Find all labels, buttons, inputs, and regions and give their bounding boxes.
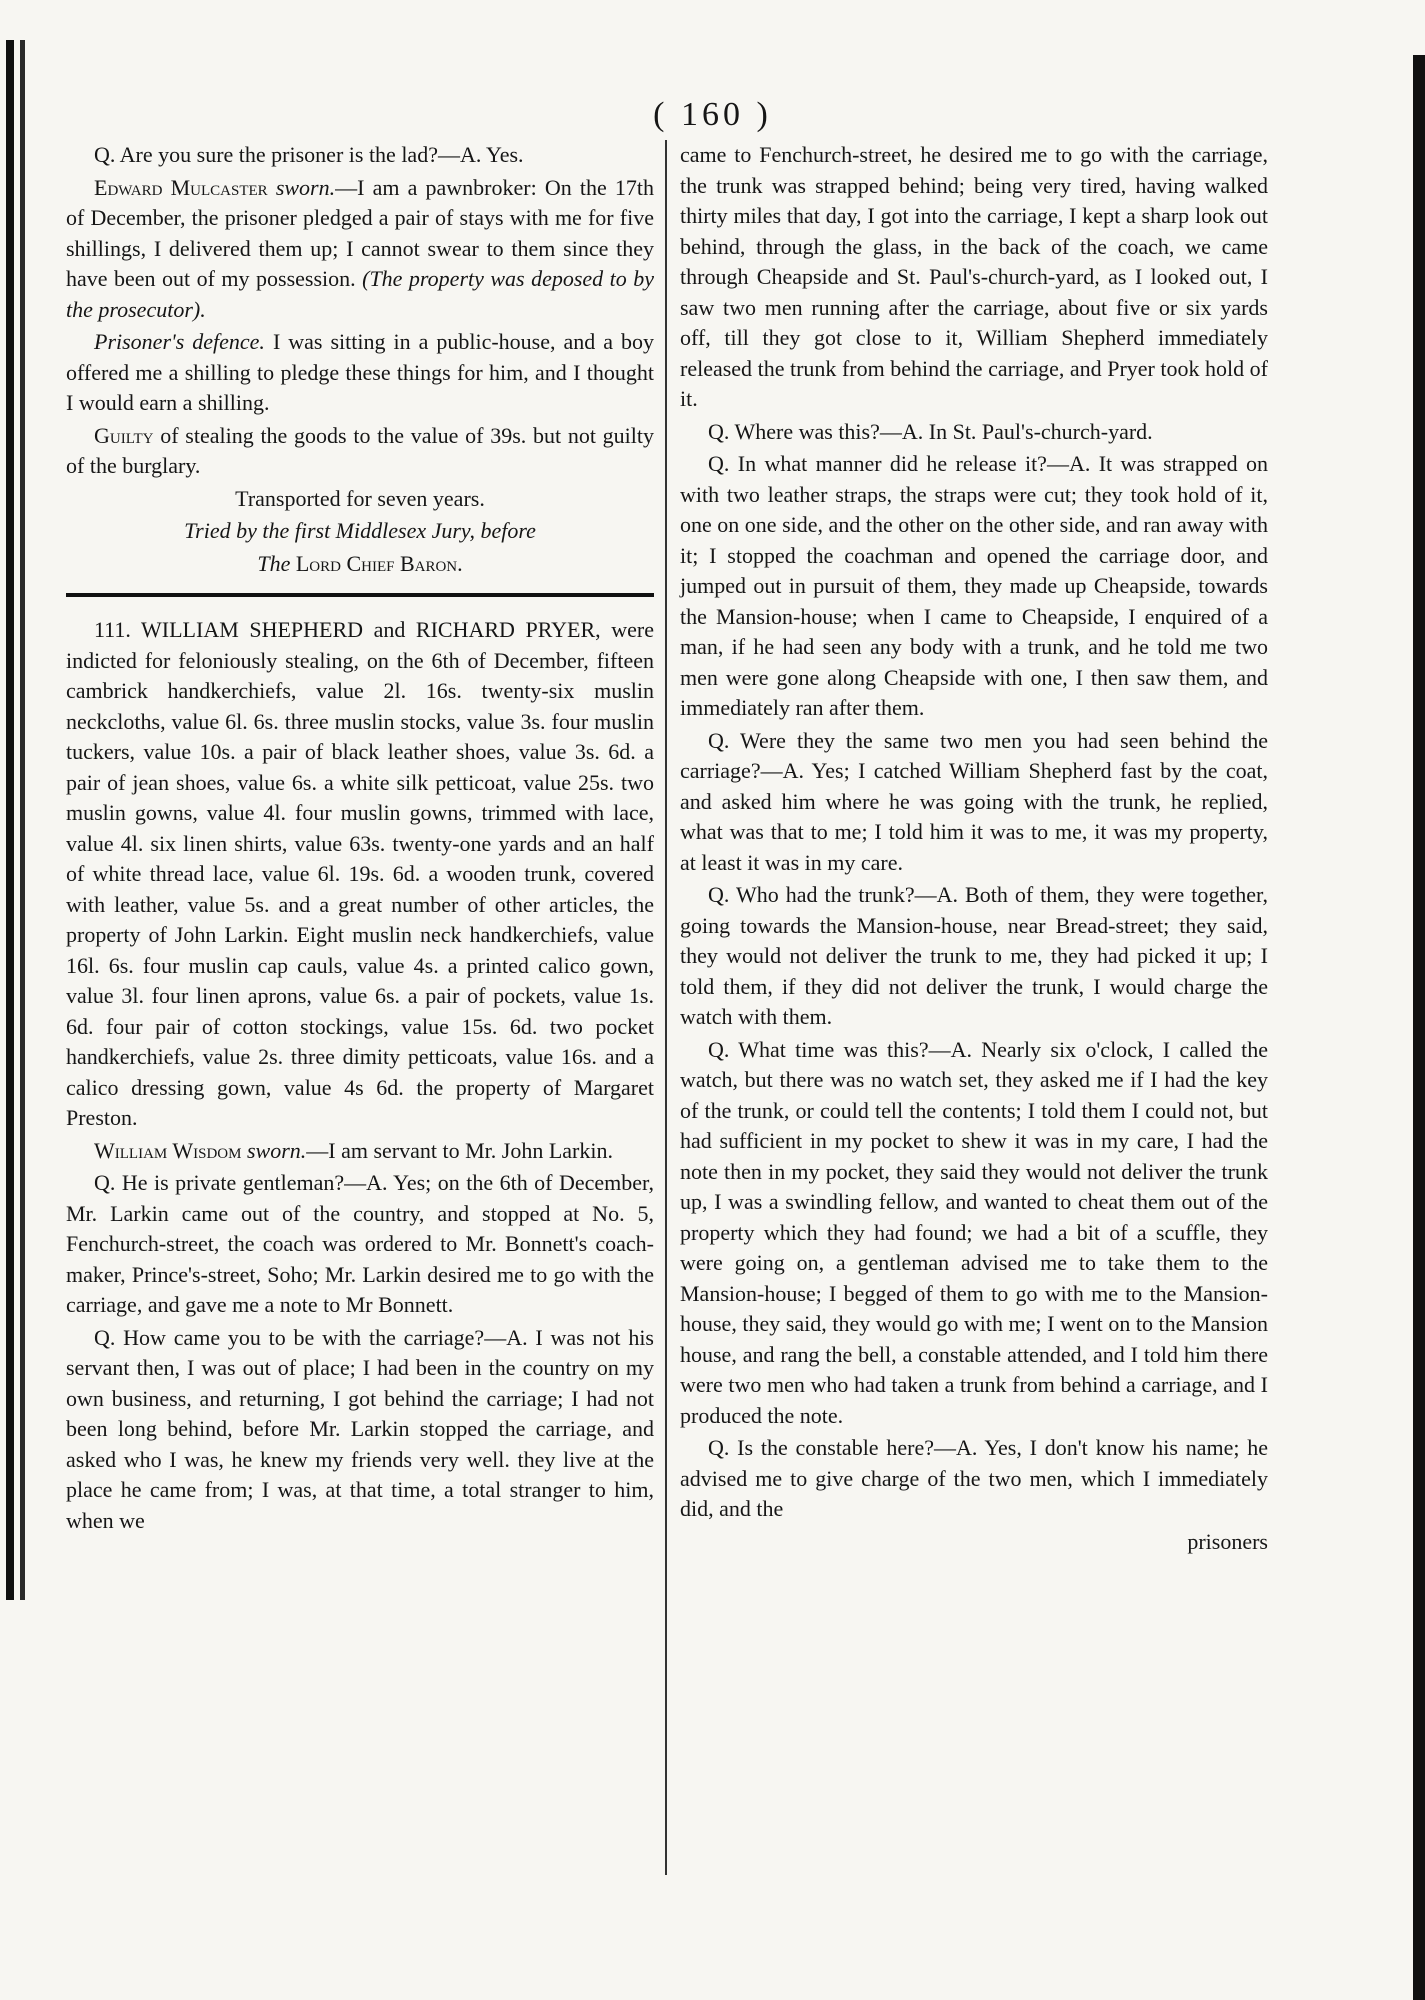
page-number: ( 160 ) xyxy=(653,96,772,133)
paragraph-text: Q. He is private gentleman?—A. Yes; on the 6th of December, Mr. Larkin came out of the country, and stopped at No. 5, Fenchurch-street, the coach was ordered to Mr. Bonnett's coach-maker, Prince's-street, Soho; Mr. Larkin desired me to go with the carriage, and gave me a note to Mr Bonnett. xyxy=(66,1170,654,1317)
paragraph-text: of stealing the goods to the value of 39s. but not guilty of the burglary. xyxy=(66,422,654,478)
catchword xyxy=(680,1527,1268,1558)
paragraph-text: Tried by the first Middlesex Jury, before xyxy=(184,518,536,543)
section-rule xyxy=(66,593,654,597)
paragraph-text: Q. Where was this?—A. In St. Paul's-church-yard. xyxy=(708,418,1153,444)
column-divider xyxy=(665,140,667,1875)
paragraph-text: Lord Chief Baron. xyxy=(295,550,463,576)
paragraph xyxy=(66,327,654,419)
court-note: (The property was deposed to by the prosecutor). xyxy=(66,266,655,322)
paragraph xyxy=(680,417,1268,448)
case-number: 111. xyxy=(94,617,142,642)
paragraph-text: prisoners xyxy=(1187,1528,1268,1554)
right-column xyxy=(680,140,1268,1559)
paragraph xyxy=(66,173,654,326)
paragraph-text: —I am a pawnbroker: On the 17th of December, the prisoner pledged a pair of stays with me for five shillings, I delivered them up; I cannot swear to them since they have been out of my possession. xyxy=(66,174,655,291)
paragraph-text: Q. Were they the same two men you had seen behind the carriage?—A. Yes; I catched William Shepherd fast by the coat, and asked him where he was going with the trunk, he replied, what was that to me; I told him it was to me, it was my property, at least it was in my care. xyxy=(680,727,1268,875)
paragraph xyxy=(66,140,654,171)
paragraph xyxy=(66,1323,654,1537)
paragraph xyxy=(66,516,654,547)
court-prefix: The xyxy=(257,550,296,576)
paragraph-text: Q. In what manner did he release it?—A. It was strapped on with two leather straps, the straps were cut; they took hold of it, one on one side, and the other on the other side, and ran away with it; I stopped the coachman and opened the carriage door, and jumped out in pursuit of them, they made up Cheapside, towards the Mansion-house; when I came to Cheapside, I enquired of a man, if he had seen any body with a trunk, and he told me two men were gone along Cheapside with one, I then saw them, and immediately ran after them. xyxy=(680,451,1268,720)
sworn-label: sworn. xyxy=(275,174,336,200)
witness-name: Edward Mulcaster xyxy=(94,174,268,200)
paragraph xyxy=(66,484,654,515)
witness-name: William Wisdom xyxy=(94,1137,242,1163)
paragraph xyxy=(680,140,1268,415)
paragraph-text: came to Fenchurch-street, he desired me to go with the carriage, the trunk was strapped behind; being very tired, having walked thirty miles that day, I got into the carriage, I kept a sharp look out behind, through the glass, in the back of the coach, we came through Cheapside and St. Paul's-church-yard, as I looked out, I saw two men running after the carriage, about five or six yards off, till they got close to it, William Shepherd immediately released the trunk from behind the carriage, and Pryer took hold of it. xyxy=(680,142,1268,411)
paragraph-text: I was sitting in a public-house, and a boy offered me a shilling to pledge these things for him, and I thought I would earn a shilling. xyxy=(66,329,654,415)
defence-label: Prisoner's defence. xyxy=(94,329,265,354)
paragraph xyxy=(680,880,1268,1033)
paragraph-text: Q. How came you to be with the carriage?—A. I was not his servant then, I was out of place; I had been in the country on my own business, and returning, I got behind the carriage; I had not been long behind, before Mr. Larkin stopped the carriage, and asked who I was, he knew my friends very well. they live at the place he came from; I was, at that time, a total stranger to him, when we xyxy=(66,1324,654,1533)
left-column xyxy=(66,140,654,1538)
paragraph-text: Q. Are you sure the prisoner is the lad?—A. Yes. xyxy=(94,142,524,167)
paragraph-text: —I am servant to Mr. John Larkin. xyxy=(306,1137,613,1163)
verdict: Guilty xyxy=(94,422,154,448)
case-heading xyxy=(66,615,654,1134)
paragraph xyxy=(66,421,654,482)
paragraph-text: Q. What time was this?—A. Nearly six o'clock, I called the watch, but there was no watch set, they asked me if I had the key of the trunk, or could tell the contents; I told them I could not, but had sufficient in my pocket to shew it was in my care, I had the note then in my pocket, they said they would not deliver the trunk up, I was a swindling fellow, and wanted to cheat them out of the property which they had found; we had a bit of a scuffle, they were going on, a gentleman advised me to take them to the Mansion-house; I begged of them to go with me to the Mansion-house, they said, they would go with me; I went on to the Mansion house, and rang the bell, a constable attended, and I told him there were two men who had taken a trunk from behind a carriage, and I produced the note. xyxy=(680,1036,1268,1428)
paragraph-text: Q. Who had the trunk?—A. Both of them, they were together, going towards the Mansion-house, near Bread-street; they said, they would not deliver the trunk to me, they had picked it up; I told them, if they did not deliver the trunk, I would charge the watch with them. xyxy=(680,882,1268,1029)
paragraph-text: Transported for seven years. xyxy=(235,485,485,511)
paragraph xyxy=(680,726,1268,879)
paragraph xyxy=(680,1433,1268,1525)
paragraph xyxy=(66,1136,654,1167)
sworn-label: sworn. xyxy=(246,1137,307,1163)
paragraph xyxy=(680,449,1268,724)
paragraph xyxy=(66,549,654,580)
page-edge-right xyxy=(1413,55,1425,2000)
paragraph-text: WILLIAM SHEPHERD and RICHARD PRYER, were indicted for feloniously stealing, on the 6th of December, fifteen cambrick handkerchiefs, value 2l. 16s. twenty-six muslin neckcloths, value 6l. 6s. three muslin stocks, value 3s. four muslin tuckers, value 10s. a pair of black leather shoes, value 3s. 6d. a pair of jean shoes, value 6s. a white silk petticoat, value 25s. two muslin gowns, value 4l. four muslin gowns, trimmed with lace, value 4l. six linen shirts, value 63s. twenty-one yards and an half of white thread lace, value 6l. 19s. 6d. a wooden trunk, covered with leather, value 5s. and a great number of other articles, the property of John Larkin. Eight muslin neck handkerchiefs, value 16l. 6s. four muslin cap cauls, value 4s. a printed calico gown, value 3l. four linen aprons, value 6s. a pair of pockets, value 1s. 6d. four pair of cotton stockings, value 15s. 6d. two pocket handkerchiefs, value 2s. three dimity petticoats, value 16s. and a calico dressing gown, value 4s 6d. the property of Margaret Preston. xyxy=(66,617,654,1130)
paragraph-text: Q. Is the constable here?—A. Yes, I don't know his name; he advised me to give charge of the two men, which I immediately did, and the xyxy=(680,1435,1268,1521)
page-edge-left xyxy=(6,40,26,1600)
paragraph xyxy=(680,1035,1268,1432)
paragraph xyxy=(66,1168,654,1321)
